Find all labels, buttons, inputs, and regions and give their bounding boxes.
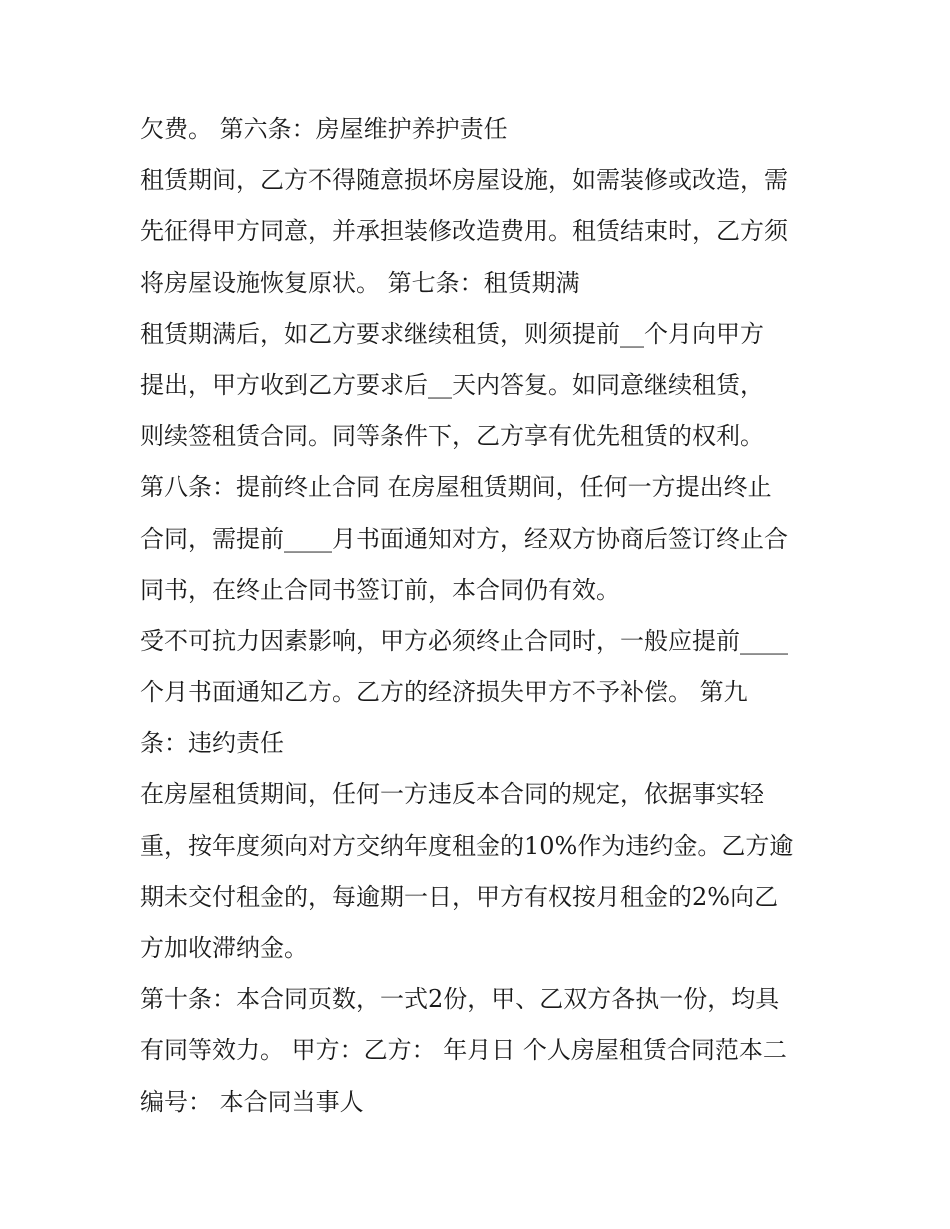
text-line: 条：违约责任 [140,729,284,758]
text-line: 重，按年度须向对方交纳年度租金的10%作为违约金。乙方逾 [140,831,794,860]
text-line: 个月书面通知乙方。乙方的经济损失甲方不予补偿。 第九 [140,678,748,707]
text-line: 编号： 本合同当事人 [140,1087,364,1116]
text-line: 第十条：本合同页数，一式2份，甲、乙双方各执一份，均具 [140,985,780,1014]
text-line: 租赁期间，乙方不得随意损坏房屋设施，如需装修或改造，需 [140,166,788,195]
text-line: 方加收滞纳金。 [140,934,308,962]
text-line: 租赁期满后，如乙方要求继续租赁，则须提前__个月向甲方 [140,319,764,348]
text-line: 受不可抗力因素影响，甲方必须终止合同时，一般应提前____ [140,626,788,655]
text-line: 期未交付租金的，每逾期一日，甲方有权按月租金的2%向乙 [140,882,779,911]
text-line: 先征得甲方同意，并承担装修改造费用。租赁结束时，乙方须 [140,217,788,246]
text-line: 合同，需提前____月书面通知对方，经双方协商后签订终止合 [140,524,788,553]
text-line: 欠费。 第六条：房屋维护养护责任 [140,115,508,143]
contract-text [140,104,820,1128]
text-line: 提出，甲方收到乙方要求后__天内答复。如同意继续租赁， [140,370,764,399]
text-line: 第八条：提前终止合同 在房屋租赁期间，任何一方提出终止 [140,473,772,502]
text-line: 将房屋设施恢复原状。 第七条：租赁期满 [140,268,580,297]
text-line: 同书，在终止合同书签订前，本合同仍有效。 [140,575,620,604]
text-line: 则续签租赁合同。同等条件下，乙方享有优先租赁的权利。 [140,422,764,451]
text-line: 在房屋租赁期间，任何一方违反本合同的规定，依据事实轻 [140,780,764,809]
text-line: 有同等效力。 甲方：乙方： 年月日 个人房屋租赁合同范本二 [140,1036,787,1065]
